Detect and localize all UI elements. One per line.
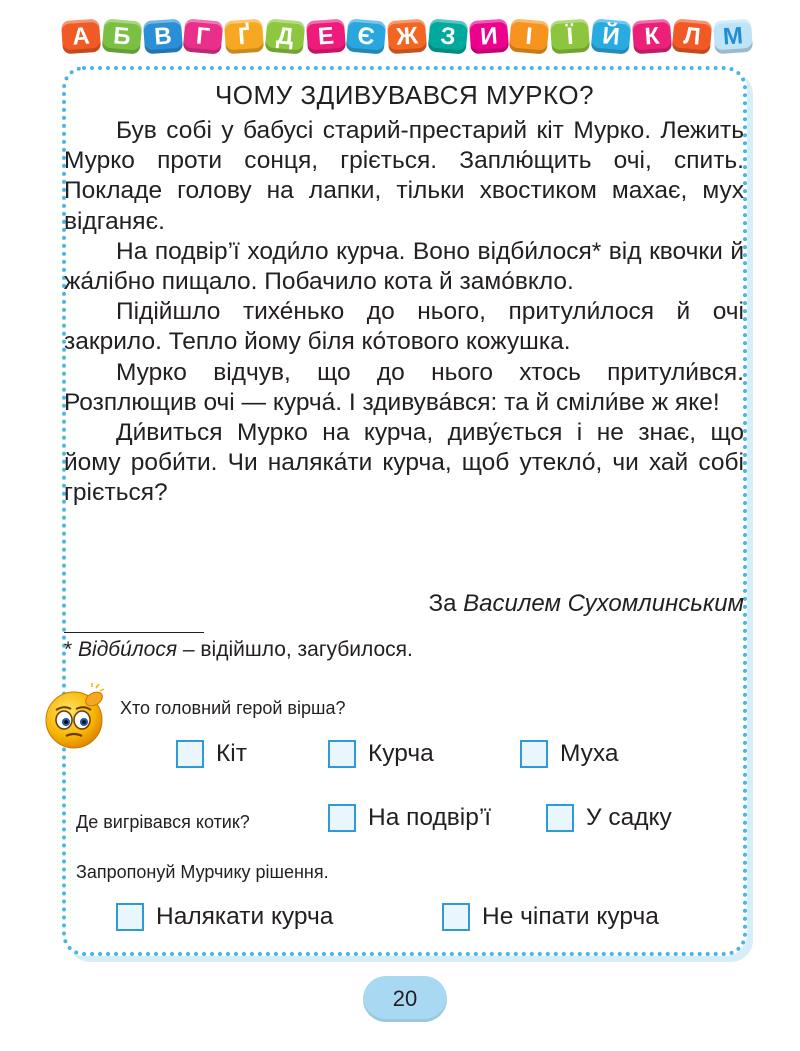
option-label: Кіт — [216, 740, 247, 767]
alphabet-letter: А — [61, 18, 101, 54]
option-ne-chipaty[interactable] — [442, 903, 659, 931]
option-label: На подвір’ї — [368, 804, 492, 831]
checkbox[interactable] — [116, 903, 144, 931]
story-paragraph: Мурко відчув, що до нього хтось притули́вся. Розплющив очі — курча́. І здивува́вся: та й сміли́ве ж яке! — [64, 358, 744, 416]
alphabet-letter: Ї — [550, 18, 590, 54]
checkbox[interactable] — [328, 804, 356, 832]
checkbox[interactable] — [442, 903, 470, 931]
alphabet-letter: Д — [264, 18, 305, 54]
story-paragraph: Ди́виться Мурко на курча, диву́ється і не знає, що йому роби́ти. Чи наляка́ти курча, щоб утекло́, чи хай собі гріється? — [64, 419, 744, 507]
footnote-definition: – відійшло, загубилося. — [177, 638, 413, 661]
checkbox[interactable] — [520, 740, 548, 768]
alphabet-letter: Є — [346, 18, 387, 54]
option-sadok[interactable] — [546, 804, 672, 832]
story-title: ЧОМУ ЗДИВУВАВСЯ МУРКО? — [214, 80, 595, 110]
question-2: Де вигрівався котик? — [76, 812, 250, 832]
alphabet-letter: Ж — [387, 18, 427, 54]
author-name: Василем Сухомлинським — [463, 590, 744, 617]
option-podvir[interactable] — [328, 804, 491, 832]
option-mukha[interactable] — [520, 740, 619, 768]
option-kurcha[interactable] — [328, 740, 434, 768]
story-paragraph: На подвір’ї ходи́ло курча. Воно відби́лося* від квочки й жа́лібно пищало. Побачило кота й замо́вкло. — [64, 237, 744, 296]
option-kit[interactable] — [176, 740, 247, 768]
alphabet-letter: Й — [590, 18, 631, 54]
page-number: 20 — [363, 976, 447, 1022]
question-1: Хто головний герой вірша? — [120, 698, 346, 718]
option-label: Не чіпати курча — [482, 903, 659, 930]
option-label: Налякати курча — [156, 903, 334, 930]
option-label: Муха — [560, 740, 619, 767]
option-label: Курча — [368, 740, 434, 767]
thinking-face-icon — [42, 682, 112, 752]
alphabet-letter: Л — [672, 18, 713, 54]
alphabet-letter: Г — [183, 18, 224, 54]
checkbox[interactable] — [328, 740, 356, 768]
alphabet-letter: И — [468, 18, 508, 54]
footnote-term: Відби́лося — [78, 638, 178, 661]
checkbox[interactable] — [176, 740, 204, 768]
alphabet-letter: Б — [101, 18, 142, 54]
question-3: Запропонуй Мурчику рішення. — [76, 862, 329, 882]
story-paragraph: Був собі у бабусі старий-престарий кіт Мурко. Лежить Мурко проти сонця, гріється. Заплю́щить очі, спить. Покладе голову на лапки, тільки хвостиком махає, мух відганяє. — [64, 117, 744, 235]
author-credit — [429, 590, 744, 618]
footnote — [64, 638, 413, 662]
alphabet-strip — [62, 18, 752, 54]
story-text — [64, 116, 744, 509]
alphabet-letter: Е — [305, 18, 345, 54]
checkbox[interactable] — [546, 804, 574, 832]
alphabet-letter: К — [631, 18, 671, 54]
footnote-marker: * — [64, 638, 73, 661]
option-label: У садку — [586, 804, 672, 831]
alphabet-letter: З — [427, 18, 468, 54]
author-prefix: За — [428, 590, 457, 617]
alphabet-letter: Ґ — [224, 18, 264, 54]
story-paragraph: Підійшло тихе́нько до нього, притули́лося й очі закрило. Тепло йому біля ко́тового кожушка. — [64, 298, 744, 356]
alphabet-letter: М — [713, 18, 753, 54]
alphabet-letter: В — [142, 18, 182, 54]
footnote-rule — [64, 632, 204, 633]
alphabet-letter: І — [509, 18, 550, 54]
option-nalyakaty[interactable] — [116, 903, 333, 931]
